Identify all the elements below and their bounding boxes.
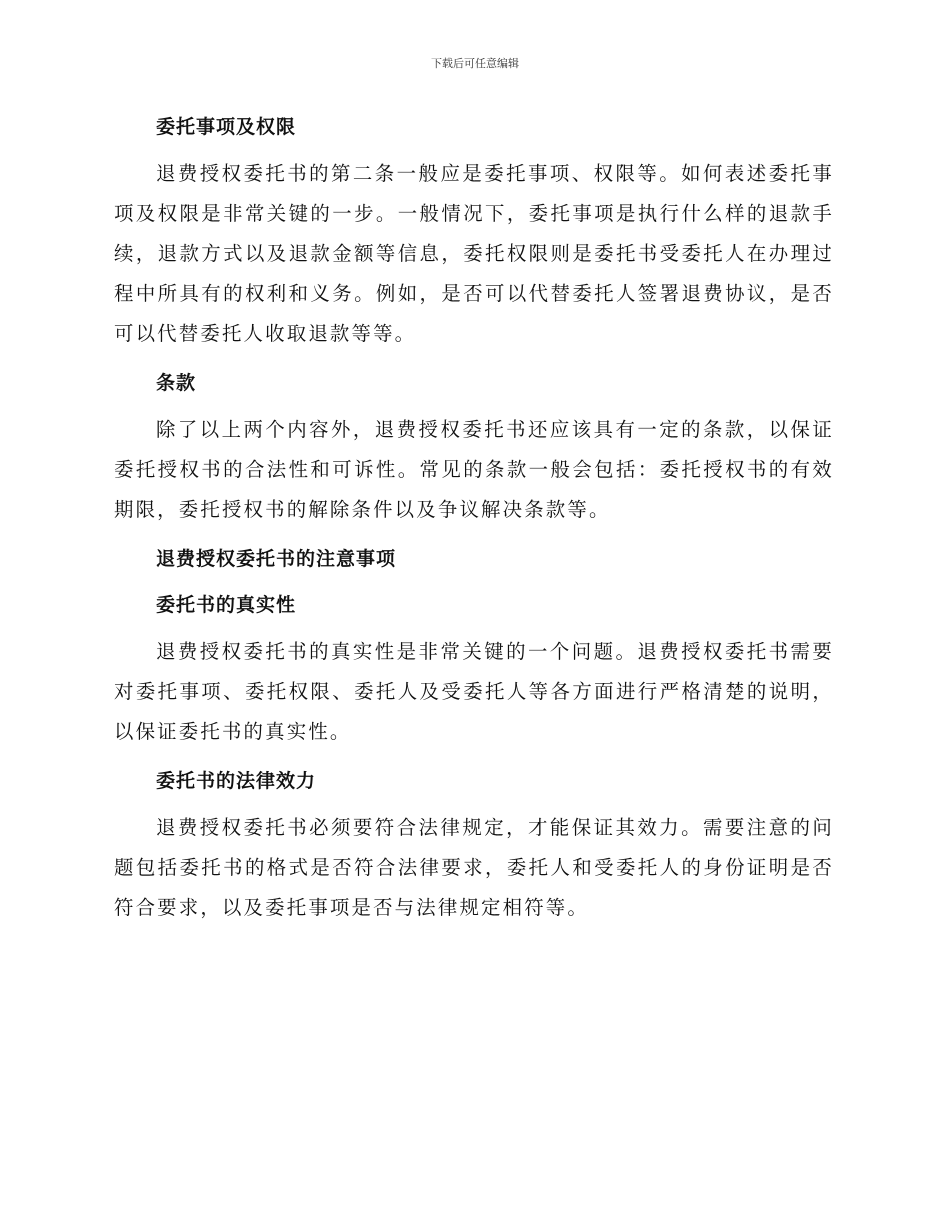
section-heading: 委托书的法律效力 xyxy=(156,770,317,792)
section-paragraph: 退费授权委托书的真实性是非常关键的一个问题。退费授权委托书需要对委托事项、委托权限、委托人及受委托人等各方面进行严格清楚的说明，以保证委托书的真实性。 xyxy=(114,640,834,743)
section-heading: 委托书的真实性 xyxy=(156,594,297,616)
section-paragraph: 退费授权委托书必须要符合法律规定，才能保证其效力。需要注意的问题包括委托书的格式是否符合法律要求，委托人和受委托人的身份证明是否符合要求，以及委托事项是否与法律规定相符等。 xyxy=(114,816,834,919)
page-header: 下载后可任意编辑 xyxy=(431,57,519,70)
section-heading: 委托事项及权限 xyxy=(156,116,297,138)
section-paragraph: 除了以上两个内容外，退费授权委托书还应该具有一定的条款，以保证委托授权书的合法性和可诉性。常见的条款一般会包括：委托授权书的有效期限，委托授权书的解除条件以及争议解决条款等。 xyxy=(114,418,834,521)
section-heading: 条款 xyxy=(156,372,197,394)
section-paragraph: 退费授权委托书的第二条一般应是委托事项、权限等。如何表述委托事项及权限是非常关键的一步。一般情况下，委托事项是执行什么样的退款手续，退款方式以及退款金额等信息，委托权限则是委托书受委托人在办理过程中所具有的权利和义务。例如，是否可以代替委托人签署退费协议，是否可以代替委托人收取退款等等。 xyxy=(114,162,834,345)
document-body xyxy=(114,108,834,938)
section-heading: 退费授权委托书的注意事项 xyxy=(156,548,397,570)
